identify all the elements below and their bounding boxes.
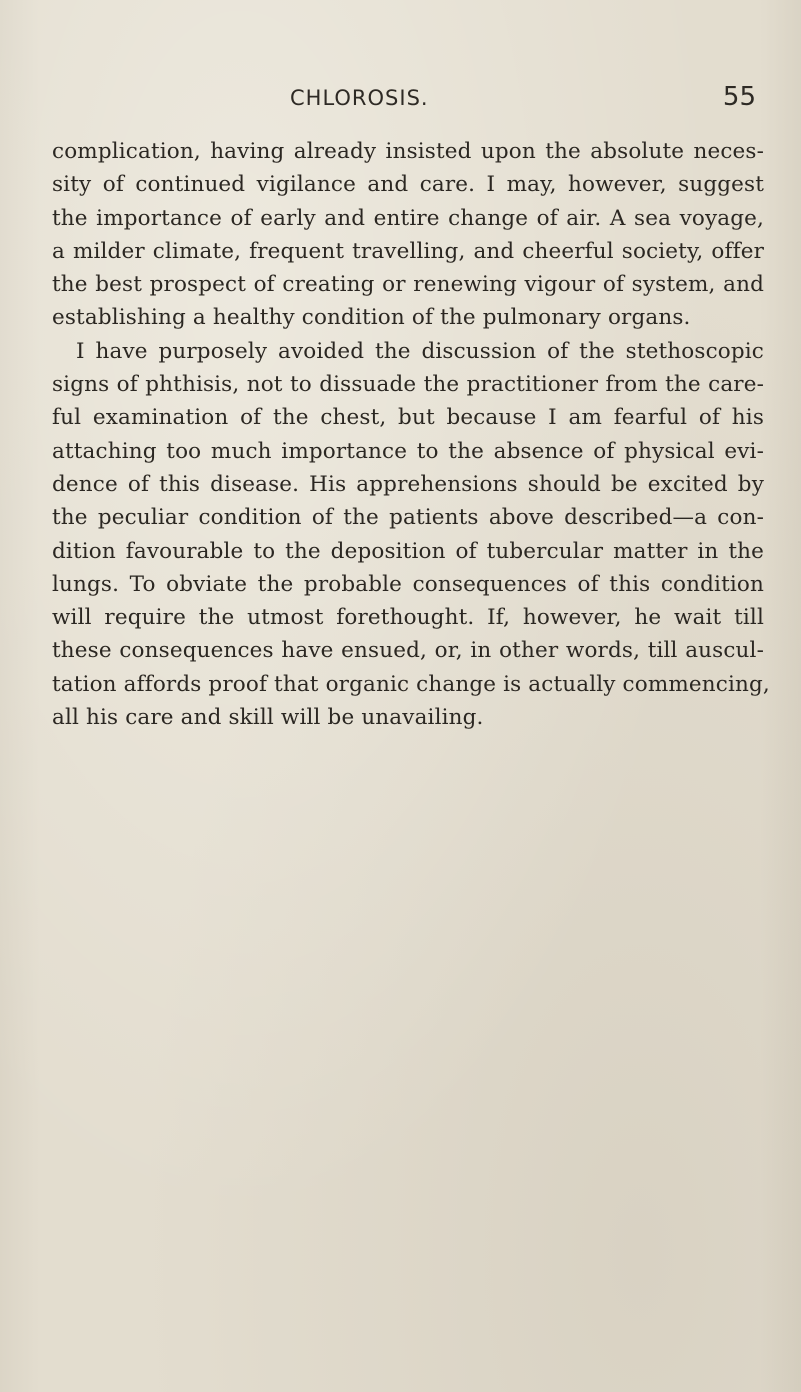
paragraph-start-line: I have purposely avoided the discussion of the stethoscopic <box>76 338 764 364</box>
text-line: the importance of early and entire change of air. A sea voyage, <box>52 205 764 231</box>
text-line: these consequences have ensued, or, in other words, till auscul- <box>52 638 764 664</box>
text-line: a milder climate, frequent travelling, and cheerful society, offer <box>52 238 764 264</box>
text-line: ful examination of the chest, but because I am fearful of his <box>52 405 764 431</box>
paragraph-end-line: all his care and skill will be unavailing. <box>52 705 484 731</box>
text-line: dence of this disease. His apprehensions should be excited by <box>52 471 764 497</box>
running-title: CHLOROSIS. <box>290 86 429 110</box>
text-line: the peculiar condition of the patients above described—a con- <box>52 505 764 531</box>
text-line: will require the utmost forethought. If, however, he wait till <box>52 605 764 631</box>
text-line: dition favourable to the deposition of tubercular matter in the <box>52 538 764 564</box>
body-text <box>52 135 770 734</box>
running-head <box>50 80 765 114</box>
text-line: signs of phthisis, not to dissuade the practitioner from the care- <box>52 372 764 398</box>
text-line: complication, having already insisted upon the absolute neces- <box>52 139 764 164</box>
paragraph-end-line: establishing a healthy condition of the pulmonary organs. <box>52 305 691 331</box>
text-line: lungs. To obviate the probable consequences of this condition <box>52 571 764 597</box>
text-line: tation affords proof that organic change is actually commencing, <box>52 671 770 697</box>
text-line: the best prospect of creating or renewing vigour of system, and <box>52 272 764 298</box>
page-number: 55 <box>722 82 756 112</box>
text-line: attaching too much importance to the absence of physical evi- <box>52 438 764 464</box>
text-line: sity of continued vigilance and care. I may, however, suggest <box>52 172 764 198</box>
